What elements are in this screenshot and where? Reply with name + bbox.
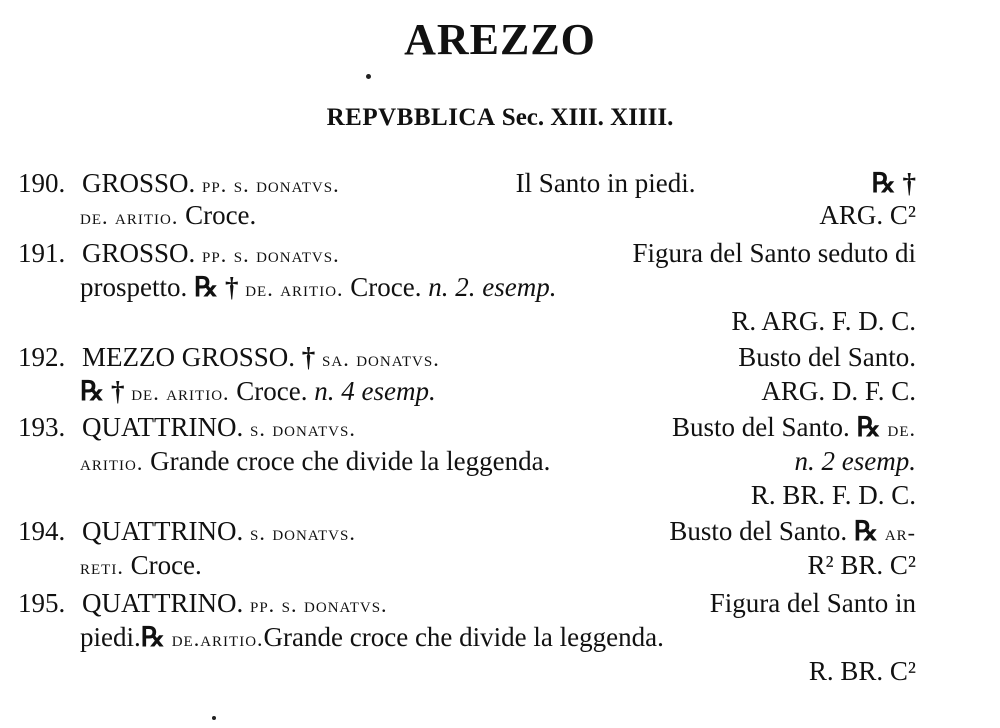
- subtitle-century: Sec. XIII. XIIII.: [501, 104, 674, 131]
- entry-192-line2: [80, 376, 916, 408]
- entry-195-line1: [18, 588, 916, 620]
- ink-dot: [212, 716, 216, 720]
- reverse-symbol: ℞ †: [80, 376, 125, 406]
- grade: R. ARG. F. D. C.: [731, 306, 916, 336]
- description: Croce.: [236, 376, 308, 406]
- grade: R. BR. C²: [808, 656, 916, 686]
- reverse-symbol: ℞: [856, 412, 881, 442]
- description: Grande croce che divide la leggenda.: [150, 446, 551, 476]
- description: Figura del Santo seduto di: [632, 238, 916, 268]
- specimen-note: n. 2. esemp.: [428, 272, 557, 302]
- entry-193-line3: [18, 480, 916, 510]
- entry-195-line3: [18, 656, 916, 686]
- reverse-symbol: ℞ †: [194, 272, 239, 302]
- legend: ar-: [884, 520, 916, 545]
- entry-191-line3: [18, 306, 916, 336]
- entry-number: 192.: [18, 342, 66, 372]
- specimen-note: n. 4 esemp.: [314, 376, 436, 406]
- section-subtitle: [0, 104, 1000, 132]
- legend: s. donatvs.: [250, 520, 356, 545]
- legend: sa. donatvs.: [322, 346, 440, 371]
- entry-number: 190.: [18, 168, 66, 198]
- entry-number: 191.: [18, 238, 66, 268]
- description: Croce.: [185, 200, 257, 230]
- entry-190-line1: [18, 168, 916, 200]
- grade: ARG. C²: [819, 200, 916, 230]
- coin-name: QUATTRINO.: [82, 588, 244, 618]
- entry-194-line2: [80, 550, 916, 582]
- coin-name: QUATTRINO.: [82, 516, 244, 546]
- entry-number: 195.: [18, 588, 66, 618]
- entry-191-line1: [18, 238, 916, 270]
- entry-190-line2: [80, 200, 916, 232]
- reverse-symbol: ℞ †: [871, 168, 916, 198]
- reverse-symbol: ℞: [140, 622, 165, 652]
- description: piedi.: [80, 622, 141, 652]
- coin-name: GROSSO.: [82, 238, 196, 268]
- entry-193-line1: [18, 412, 916, 444]
- description: Croce.: [130, 550, 202, 580]
- description: Busto del Santo.: [672, 412, 850, 442]
- legend: pp. s. donatvs.: [202, 172, 340, 197]
- page-title: AREZZO: [404, 15, 596, 64]
- specimen-note: n. 2 esemp.: [794, 446, 916, 476]
- legend: pp. s. donatvs.: [202, 242, 340, 267]
- description: Figura del Santo in: [709, 588, 916, 618]
- entry-194-line1: [18, 516, 916, 548]
- coin-name: MEZZO GROSSO.: [82, 342, 296, 372]
- description: Busto del Santo.: [738, 342, 916, 372]
- coin-name: QUATTRINO.: [82, 412, 244, 442]
- legend: de. aritio.: [245, 276, 344, 301]
- entry-191-line2: [80, 272, 916, 304]
- description: Il Santo in piedi.: [515, 168, 696, 198]
- cross-symbol: †: [301, 342, 316, 372]
- subtitle-republic: REPVBBLICA: [326, 104, 496, 131]
- legend: de. aritio.: [131, 380, 230, 405]
- entry-number: 194.: [18, 516, 66, 546]
- entry-192-line1: [18, 342, 916, 374]
- reverse-symbol: ℞: [853, 516, 879, 546]
- coin-name: GROSSO.: [82, 168, 196, 198]
- description: prospetto.: [80, 272, 188, 302]
- description: Croce.: [350, 272, 422, 302]
- legend: de.: [887, 416, 916, 441]
- grade: R. BR. F. D. C.: [750, 480, 916, 510]
- ink-dot: [366, 74, 371, 79]
- legend: s. donatvs.: [250, 416, 356, 441]
- legend: aritio.: [80, 450, 144, 475]
- grade: ARG. D. F. C.: [761, 376, 916, 406]
- grade: R² BR. C²: [807, 550, 916, 580]
- entry-195-line2: [80, 622, 916, 654]
- description: Busto del Santo.: [669, 516, 848, 546]
- entry-193-line2: [80, 446, 916, 478]
- legend: reti.: [80, 554, 124, 579]
- description: Grande croce che divide la leggenda.: [263, 622, 664, 652]
- legend: de.aritio.: [171, 626, 264, 651]
- legend: de. aritio.: [80, 204, 179, 229]
- legend: pp. s. donatvs.: [250, 592, 388, 617]
- entry-number: 193.: [18, 412, 66, 442]
